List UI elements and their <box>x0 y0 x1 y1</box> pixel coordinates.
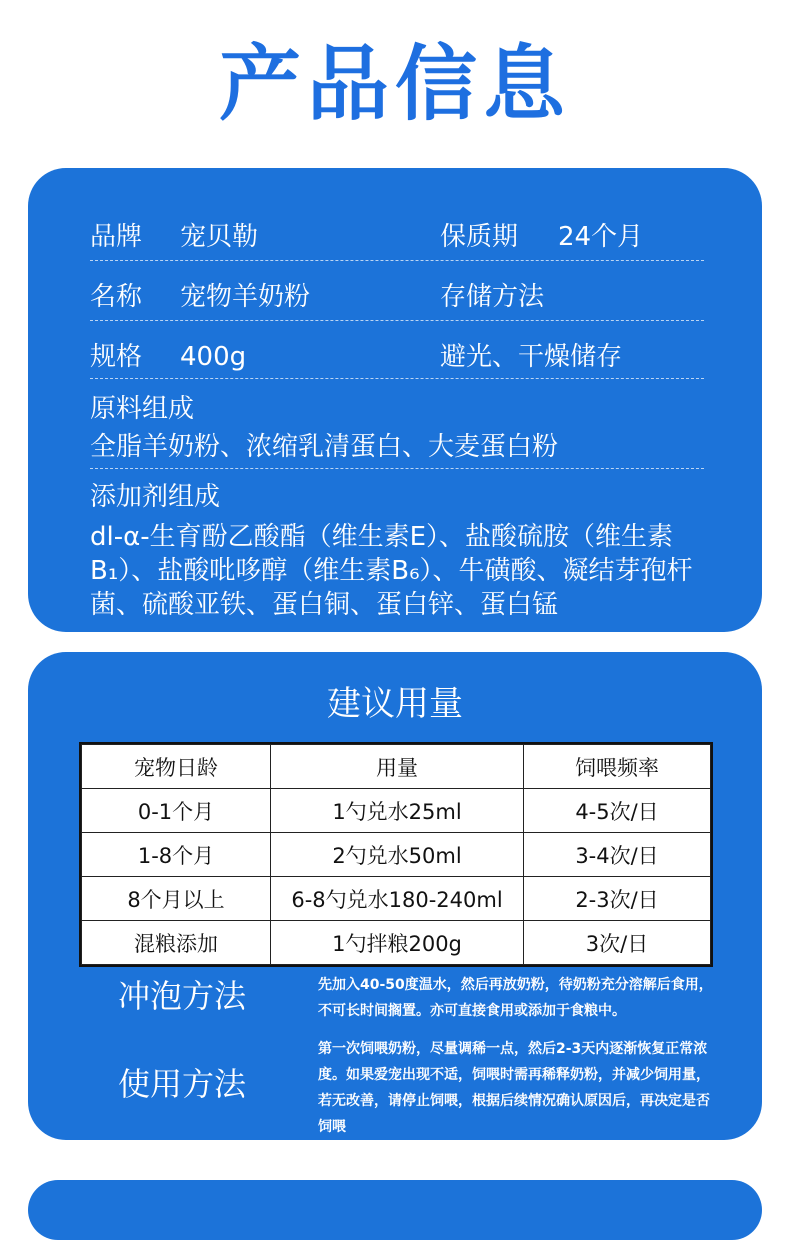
table-cell: 1-8个月 <box>82 833 271 877</box>
brand-value: 宠贝勒 <box>180 222 259 252</box>
storage-label: 存储方法 <box>440 282 545 312</box>
shelf-life-value: 24个月 <box>558 222 644 252</box>
table-header: 宠物日龄 <box>82 745 271 789</box>
info-row-ingredients <box>90 390 704 469</box>
storage-value: 避光、干燥储存 <box>440 342 623 372</box>
spec-value: 400g <box>180 342 247 372</box>
ingredients-value: 全脂羊奶粉、浓缩乳清蛋白、大麦蛋白粉 <box>90 432 559 462</box>
page-title: 产品信息 <box>218 37 571 132</box>
additives-section <box>90 480 730 622</box>
brewing-text: 先加入40-50度温水，然后再放奶粉，待奶粉充分溶解后食用，不可长时间搁置。亦可直接食用或添加于食粮中。 <box>318 977 713 1019</box>
usage-label: 使用方法 <box>118 1065 247 1103</box>
name-label: 名称 <box>90 282 143 312</box>
table-header: 饲喂频率 <box>524 745 711 789</box>
table-cell: 0-1个月 <box>82 789 271 833</box>
brand-label: 品牌 <box>90 222 143 252</box>
table-row <box>82 789 711 833</box>
table-cell: 3次/日 <box>524 921 711 965</box>
table-row <box>82 921 711 965</box>
table-cell: 1勺拌粮200g <box>271 921 524 965</box>
table-cell: 混粮添加 <box>82 921 271 965</box>
additives-value: dl-α-生育酚乙酸酯（维生素E）、盐酸硫胺（维生素B₁）、盐酸吡哆醇（维生素B₆）、牛磺酸、凝结芽孢杆菌、硫酸亚铁、蛋白铜、蛋白锌、蛋白锰 <box>90 522 693 620</box>
table-header-row <box>82 745 711 789</box>
table-header: 用量 <box>271 745 524 789</box>
dosage-table <box>81 744 711 965</box>
table-cell: 8个月以上 <box>82 877 271 921</box>
info-row-name <box>90 278 704 321</box>
table-cell: 2勺兑水50ml <box>271 833 524 877</box>
usage-text: 第一次饲喂奶粉，尽量调稀一点，然后2-3天内逐渐恢复正常浓度。如果爱宠出现不适，饲喂时需再稀释奶粉，并减少饲用量，若无改善，请停止饲喂，根据后续情况确认原因后，再决定是否饲喂 <box>318 1041 710 1135</box>
next-section-card <box>28 1180 762 1240</box>
info-row-spec <box>90 338 704 379</box>
table-cell: 2-3次/日 <box>524 877 711 921</box>
table-row <box>82 877 711 921</box>
brewing-label: 冲泡方法 <box>118 977 247 1015</box>
spec-label: 规格 <box>90 342 143 372</box>
name-value: 宠物羊奶粉 <box>180 282 311 312</box>
table-cell: 3-4次/日 <box>524 833 711 877</box>
table-row <box>82 833 711 877</box>
info-row-brand <box>90 218 704 261</box>
product-info-card <box>28 168 762 632</box>
ingredients-label: 原料组成 <box>90 394 195 424</box>
additives-label: 添加剂组成 <box>90 482 221 512</box>
table-cell: 6-8勺兑水180-240ml <box>271 877 524 921</box>
dosage-title: 建议用量 <box>327 684 463 724</box>
table-cell: 1勺兑水25ml <box>271 789 524 833</box>
shelf-life-label: 保质期 <box>440 222 519 252</box>
dosage-card <box>28 652 762 1140</box>
table-cell: 4-5次/日 <box>524 789 711 833</box>
